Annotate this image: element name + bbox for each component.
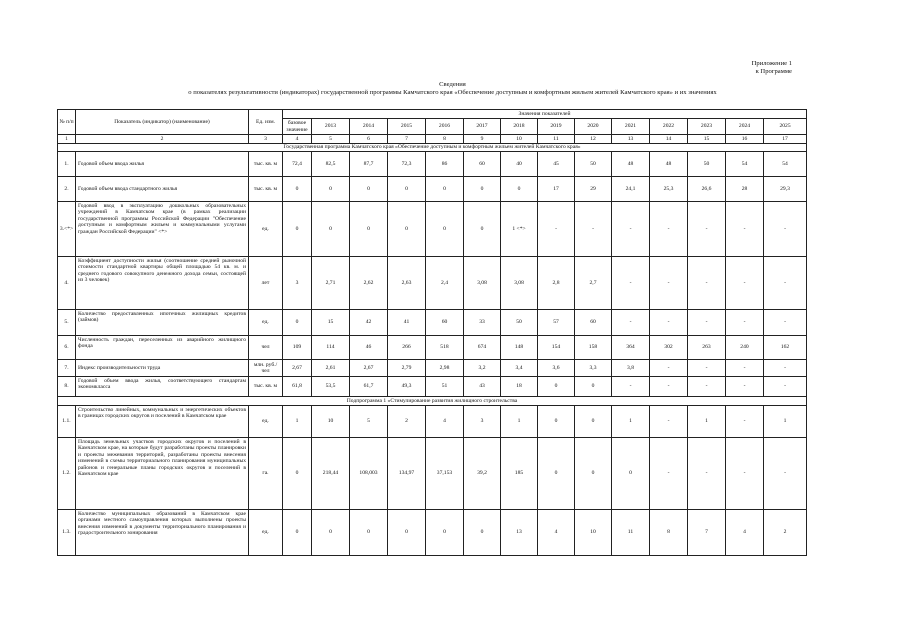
appendix-line-2: к Программе [755, 68, 792, 75]
row-base-value: 61,8 [283, 377, 312, 397]
row-value: 42 [350, 310, 388, 336]
row-unit: млн. руб./чел [249, 360, 283, 377]
row-base-value: 1 [283, 406, 312, 438]
row-unit: тыс. кв. м [249, 177, 283, 202]
row-value: 39,2 [464, 438, 501, 510]
row-base-value: 3 [283, 257, 312, 310]
row-value: 4 [426, 406, 464, 438]
header-num: № п/п [58, 110, 76, 135]
row-num: 7. [58, 360, 76, 377]
table-row [58, 377, 807, 397]
header-colnum: 10 [501, 135, 538, 144]
row-value: 162 [764, 336, 807, 360]
row-value: 26,6 [688, 177, 726, 202]
row-value: 364 [612, 336, 650, 360]
row-value: 114 [312, 336, 350, 360]
row-base-value: 72,4 [283, 152, 312, 177]
row-value: 3,8 [612, 360, 650, 377]
row-value: 3,08 [464, 257, 501, 310]
row-value: 302 [650, 336, 688, 360]
row-name: Годовой объем ввода стандартного жилья [76, 177, 249, 202]
row-name: Годовой объем ввода жилья, соответствующего стандартам экономкласса [76, 377, 249, 397]
row-value: 49,3 [388, 377, 426, 397]
row-value: 0 [350, 202, 388, 257]
table-row [58, 152, 807, 177]
row-value: 13 [501, 510, 538, 556]
row-value: 61,7 [350, 377, 388, 397]
row-name: Годовой объем ввода жилья [76, 152, 249, 177]
row-value: 2 [388, 406, 426, 438]
row-name: Количество предоставленных ипотечных жилищных кредитов (займов) [76, 310, 249, 336]
row-value: 29 [575, 177, 612, 202]
row-value: - [764, 377, 807, 397]
title-line-1: Сведения [439, 81, 466, 88]
row-value: 3,6 [538, 360, 575, 377]
header-year: 2017 [464, 119, 501, 135]
header-colnum: 1 [58, 135, 76, 144]
row-value: 24,1 [612, 177, 650, 202]
table-row [58, 406, 807, 438]
header-colnum: 4 [283, 135, 312, 144]
row-base-value: 2,67 [283, 360, 312, 377]
row-value: 48 [612, 152, 650, 177]
row-value: - [612, 257, 650, 310]
header-colnum: 7 [388, 135, 426, 144]
row-value: 2,67 [350, 360, 388, 377]
table-row [58, 438, 807, 510]
row-value: - [726, 406, 764, 438]
row-num: 2. [58, 177, 76, 202]
row-value: 218,44 [312, 438, 350, 510]
row-num: 1.3. [58, 510, 76, 556]
row-value: - [764, 360, 807, 377]
table-row [58, 360, 807, 377]
row-value: 154 [538, 336, 575, 360]
row-value: 0 [426, 177, 464, 202]
row-value: 0 [538, 377, 575, 397]
header-year: 2016 [426, 119, 464, 135]
document-title [0, 81, 905, 97]
row-value: 53,5 [312, 377, 350, 397]
row-value: 48 [650, 152, 688, 177]
row-value: - [764, 202, 807, 257]
row-value: 3,4 [501, 360, 538, 377]
row-unit: тыс. кв. м [249, 152, 283, 177]
row-unit: ед. [249, 202, 283, 257]
row-value: 0 [388, 202, 426, 257]
row-value: 37,153 [426, 438, 464, 510]
row-value: 674 [464, 336, 501, 360]
row-value: - [764, 257, 807, 310]
row-base-value: 0 [283, 438, 312, 510]
row-value: 148 [501, 336, 538, 360]
row-value: - [650, 202, 688, 257]
header-year: 2025 [764, 119, 807, 135]
header-colnum: 13 [612, 135, 650, 144]
row-name: Количество муниципальных образований в Камчатском крае органами местного самоуправления которых выполнены проекты внесения изменений в документы территориального планирования и градостроительного зонирования [76, 510, 249, 556]
row-value: 1 [501, 406, 538, 438]
row-value: 57 [538, 310, 575, 336]
row-value: 4 [538, 510, 575, 556]
row-value: 518 [426, 336, 464, 360]
header-colnum: 8 [426, 135, 464, 144]
row-value: - [688, 310, 726, 336]
row-num: 6. [58, 336, 76, 360]
row-value: 3,08 [501, 257, 538, 310]
row-unit: лет [249, 257, 283, 310]
row-value: 0 [388, 510, 426, 556]
row-value: 60 [464, 152, 501, 177]
row-value: 51 [426, 377, 464, 397]
row-value: 50 [688, 152, 726, 177]
row-value: 54 [726, 152, 764, 177]
row-unit: тыс. кв. м [249, 377, 283, 397]
row-value: 15 [312, 310, 350, 336]
row-name: Численность граждан, переселенных из аварийного жилищного фонда [76, 336, 249, 360]
indicators-table [57, 109, 807, 556]
header-year: 2019 [538, 119, 575, 135]
row-unit: чел [249, 336, 283, 360]
row-value: 87,7 [350, 152, 388, 177]
row-base-value: 0 [283, 202, 312, 257]
header-year: 2014 [350, 119, 388, 135]
row-value: 134,97 [388, 438, 426, 510]
row-value: - [650, 257, 688, 310]
row-value: - [726, 202, 764, 257]
row-value: 72,3 [388, 152, 426, 177]
row-value: - [726, 438, 764, 510]
row-value: 50 [501, 310, 538, 336]
row-value: 0 [575, 406, 612, 438]
row-value: 0 [612, 438, 650, 510]
row-value: 11 [612, 510, 650, 556]
row-value: 1 [688, 406, 726, 438]
row-value: 0 [350, 510, 388, 556]
row-value: 2,63 [388, 257, 426, 310]
row-value: - [650, 310, 688, 336]
row-value: - [650, 406, 688, 438]
row-value: 10 [312, 406, 350, 438]
row-value: 29,3 [764, 177, 807, 202]
row-value: 10 [575, 510, 612, 556]
table-row [58, 510, 807, 556]
row-num: 1.2. [58, 438, 76, 510]
row-value: - [726, 257, 764, 310]
row-value: - [575, 202, 612, 257]
header-year: 2023 [688, 119, 726, 135]
row-value: - [764, 310, 807, 336]
table-row [58, 177, 807, 202]
row-value: 0 [350, 177, 388, 202]
row-value: 266 [388, 336, 426, 360]
row-value: 60 [426, 310, 464, 336]
row-value: 108,003 [350, 438, 388, 510]
row-value: 2,98 [426, 360, 464, 377]
header-values: Значения показателей [283, 110, 807, 119]
section-sub1: Подпрограмма 1 «Стимулирование развития жилищного строительства [58, 397, 807, 406]
row-value: 60 [575, 310, 612, 336]
header-name: Показатель (индикатор) (наименование) [76, 110, 249, 135]
row-value: 2,4 [426, 257, 464, 310]
row-value: 3 [464, 406, 501, 438]
row-value: 1 [612, 406, 650, 438]
row-value: 3,2 [464, 360, 501, 377]
header-colnum: 11 [538, 135, 575, 144]
section-row-main [58, 144, 807, 152]
header-colnum: 2 [76, 135, 249, 144]
row-value: - [726, 310, 764, 336]
row-value: - [764, 438, 807, 510]
row-value: 0 [538, 438, 575, 510]
row-value: 0 [426, 202, 464, 257]
header-year: 2021 [612, 119, 650, 135]
row-value: - [726, 360, 764, 377]
row-unit: га. [249, 438, 283, 510]
header-colnum: 14 [650, 135, 688, 144]
row-value: 0 [312, 510, 350, 556]
row-value: 0 [426, 510, 464, 556]
row-value: 3,3 [575, 360, 612, 377]
row-num: 3.<*> [58, 202, 76, 257]
row-value: 25,3 [650, 177, 688, 202]
table-row [58, 257, 807, 310]
header-colnum: 12 [575, 135, 612, 144]
row-value: - [650, 360, 688, 377]
row-value: - [612, 202, 650, 257]
row-value: 46 [350, 336, 388, 360]
header-year: 2022 [650, 119, 688, 135]
header-year: 2018 [501, 119, 538, 135]
row-value: 2,8 [538, 257, 575, 310]
row-base-value: 0 [283, 310, 312, 336]
row-value: 0 [388, 177, 426, 202]
row-value: - [688, 438, 726, 510]
row-value: 2,79 [388, 360, 426, 377]
row-value: 5 [350, 406, 388, 438]
row-name: Годовой ввод в эксплуатацию дошкольных образовательных учреждений в Камчатском крае (в рамках реализации государственной программы Российской Федерации "Обеспечение доступным и комфортным жильем и коммунальными услугами граждан Российской Федерации" <*> [76, 202, 249, 257]
row-value: 2,71 [312, 257, 350, 310]
row-value: 158 [575, 336, 612, 360]
row-value: 2,7 [575, 257, 612, 310]
row-value: 0 [575, 377, 612, 397]
row-value: 2 [764, 510, 807, 556]
row-value: 17 [538, 177, 575, 202]
header-colnum: 6 [350, 135, 388, 144]
row-name: Строительство линейных, коммунальных и энергетических объектов в границах городских округов и поселений в Камчатском крае [76, 406, 249, 438]
row-value: 40 [501, 152, 538, 177]
row-value: 185 [501, 438, 538, 510]
header-year: 2013 [312, 119, 350, 135]
row-value: 0 [538, 406, 575, 438]
row-value: 0 [575, 438, 612, 510]
row-base-value: 109 [283, 336, 312, 360]
row-value: 43 [464, 377, 501, 397]
row-value: 0 [464, 202, 501, 257]
row-value: 2,61 [312, 360, 350, 377]
title-line-2: о показателях результативности (индикаторах) государственной программы Камчатского края «Обеспечение доступным и комфортным жильем жителей Камчатского края» и их значениях [188, 89, 717, 96]
table-body [58, 110, 807, 556]
header-colnum: 16 [726, 135, 764, 144]
header-colnum: 15 [688, 135, 726, 144]
row-name: Коэффициент доступности жилья (соотношение средней рыночной стоимости стандартной квартиры общей площадью 54 кв. м. и среднего годового совокупного денежного дохода семьи, состоящей из 3 человек) [76, 257, 249, 310]
row-value: - [688, 360, 726, 377]
header-year: 2020 [575, 119, 612, 135]
header-year: 2024 [726, 119, 764, 135]
row-value: 28 [726, 177, 764, 202]
header-colnum: 17 [764, 135, 807, 144]
row-unit: ед. [249, 510, 283, 556]
row-value: 2,62 [350, 257, 388, 310]
header-colnum: 5 [312, 135, 350, 144]
row-value: - [612, 310, 650, 336]
row-value: 33 [464, 310, 501, 336]
header-colnum: 9 [464, 135, 501, 144]
appendix-line-1: Приложение 1 [751, 60, 792, 67]
header-unit: Ед. изм. [249, 110, 283, 135]
row-value: 0 [312, 202, 350, 257]
table-row [58, 336, 807, 360]
table-row [58, 202, 807, 257]
section-row-sub1 [58, 397, 807, 406]
appendix-note [752, 60, 792, 76]
row-unit: ед. [249, 406, 283, 438]
row-value: 86 [426, 152, 464, 177]
row-name: Площадь земельных участков городских округов и поселений в Камчатском крае, на которые будут разработаны проекты планировки и проекты межевания территорий, разработаны проекты внесения изменений в схемы территориального планирования муниципальных районов и генеральные планы городских округов и поселений в Камчатском крае [76, 438, 249, 510]
row-value: 45 [538, 152, 575, 177]
row-num: 8. [58, 377, 76, 397]
row-num: 1.1. [58, 406, 76, 438]
row-value: 0 [464, 177, 501, 202]
row-value: 7 [688, 510, 726, 556]
header-colnum: 3 [249, 135, 283, 144]
row-value: 18 [501, 377, 538, 397]
header-year: 2015 [388, 119, 426, 135]
row-value: 8 [650, 510, 688, 556]
row-value: 50 [575, 152, 612, 177]
row-value: 54 [764, 152, 807, 177]
row-value: - [612, 377, 650, 397]
header-row-1 [58, 110, 807, 119]
row-num: 4. [58, 257, 76, 310]
row-value: 0 [464, 510, 501, 556]
row-value: 1 <*> [501, 202, 538, 257]
row-base-value: 0 [283, 177, 312, 202]
row-unit: ед. [249, 310, 283, 336]
row-num: 5. [58, 310, 76, 336]
row-value: - [688, 202, 726, 257]
header-base: базовое значение [283, 119, 312, 135]
row-value: 240 [726, 336, 764, 360]
row-num: 1. [58, 152, 76, 177]
row-value: - [726, 377, 764, 397]
row-name: Индекс производительности труда [76, 360, 249, 377]
row-value: - [650, 377, 688, 397]
row-value: 82,5 [312, 152, 350, 177]
row-value: - [688, 257, 726, 310]
row-value: - [538, 202, 575, 257]
table-row [58, 310, 807, 336]
row-value: 41 [388, 310, 426, 336]
row-value: 1 [764, 406, 807, 438]
row-value: - [688, 377, 726, 397]
row-value: 0 [312, 177, 350, 202]
row-value: 4 [726, 510, 764, 556]
row-value: 0 [501, 177, 538, 202]
section-main: Государственная программа Камчатского края «Обеспечение доступным и комфортным жильем жителей Камчатского края» [58, 144, 807, 152]
row-base-value: 0 [283, 510, 312, 556]
header-colnums-row [58, 135, 807, 144]
row-value: 263 [688, 336, 726, 360]
row-value: - [650, 438, 688, 510]
